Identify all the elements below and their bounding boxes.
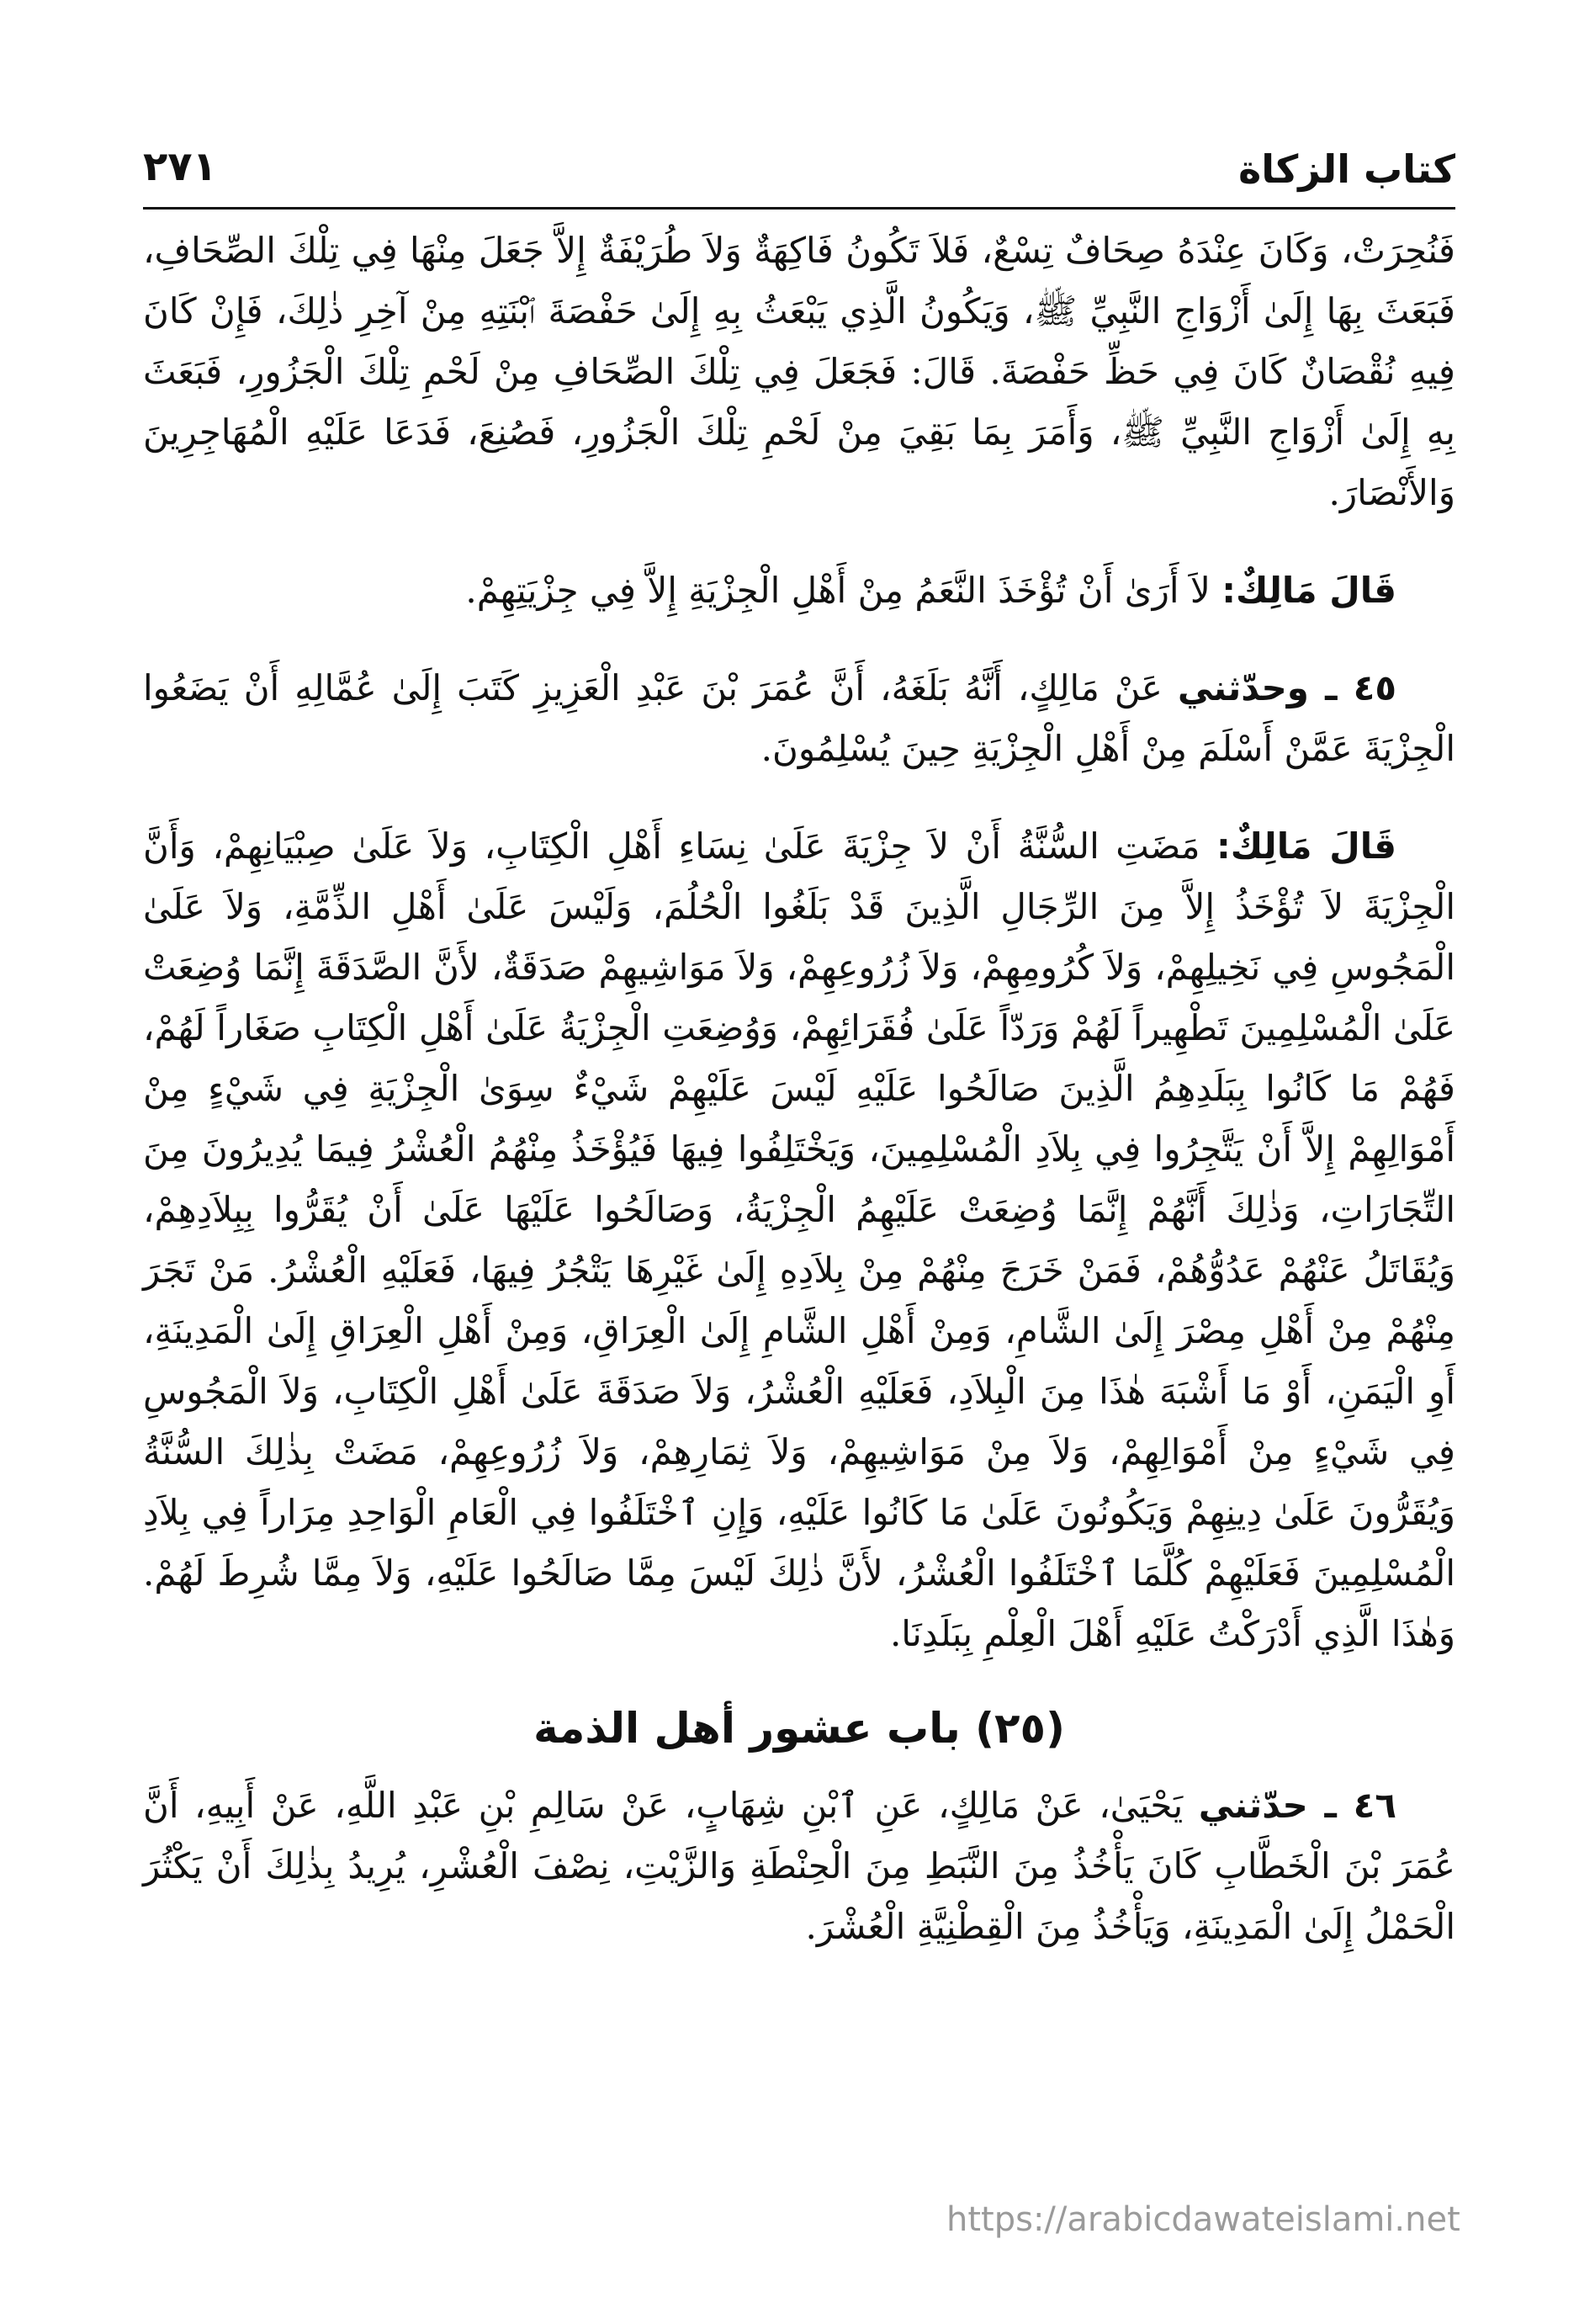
paragraph-4 (143, 816, 1455, 1664)
header-rule (143, 207, 1455, 210)
hadith-46-text: يَحْيَىٰ، عَنْ مَالِكٍ، عَنِ ٱبْنِ شِهَابٍ، عَنْ سَالِمِ بْنِ عَبْدِ اللَّهِ، عَنْ أَبِيهِ، أَنَّ عُمَرَ بْنَ الْخَطَّابِ كَانَ يَأْخُذُ مِنَ النَّبَطِ مِنَ الْحِنْطَةِ وَالزَّيْتِ، نِصْفَ الْعُشْرِ، يُرِيدُ بِذٰلِكَ أَنْ يَكْثُرَ الْحَمْلُ إِلَىٰ الْمَدِينَةِ، وَيَأْخُذُ مِنَ الْقِطْنِيَّةِ الْعُشْرَ. (143, 1785, 1455, 1947)
section-title: (٢٥) باب عشور أهل الذمة (533, 1704, 1065, 1753)
hadith-46 (143, 1775, 1455, 1957)
hadith-46-lead: ٤٦ ـ حدّثني (1198, 1785, 1396, 1826)
paragraph-2 (143, 560, 1455, 621)
paragraph-4-lead: قَالَ مَالِكٌ: (1216, 825, 1396, 867)
watermark-url: https://arabicdawateislami.net (946, 2200, 1460, 2239)
hadith-45 (143, 658, 1455, 779)
hadith-45-lead: ٤٥ ـ وحدّثني (1177, 667, 1396, 708)
running-title: كتاب الزكاة (1238, 146, 1455, 192)
page-number: ٢٧١ (143, 143, 217, 190)
paragraph-2-lead: قَالَ مَالِكٌ: (1221, 570, 1396, 611)
paragraph-2-text: لاَ أَرَىٰ أَنْ تُؤْخَذَ النَّعَمُ مِنْ أَهْلِ الْجِزْيَةِ إِلاَّ فِي جِزْيَتِهِمْ. (465, 570, 1222, 611)
paragraph-1: فَنُحِرَتْ، وَكَانَ عِنْدَهُ صِحَافٌ تِسْعٌ، فَلاَ تَكُونُ فَاكِهَةٌ وَلاَ طُرَيْفَةٌ إِلاَّ جَعَلَ مِنْهَا فِي تِلْكَ الصِّحَافِ، فَبَعَثَ بِهَا إِلَىٰ أَزْوَاجِ النَّبِيِّ ﷺ، وَيَكُونُ الَّذِي يَبْعَثُ بِهِ إِلَىٰ حَفْصَةَ ٱبْنَتِهِ مِنْ آخِرِ ذٰلِكَ، فَإِنْ كَانَ فِيهِ نُقْصَانٌ كَانَ فِي حَظِّ حَفْصَةَ. قَالَ: فَجَعَلَ فِي تِلْكَ الصِّحَافِ مِنْ لَحْمِ تِلْكَ الْجَزُورِ، فَبَعَثَ بِهِ إِلَىٰ أَزْوَاجِ النَّبِيِّ ﷺ، وَأَمَرَ بِمَا بَقِيَ مِنْ لَحْمِ تِلْكَ الْجَزُورِ، فَصُنِعَ، فَدَعَا عَلَيْهِ الْمُهَاجِرِينَ وَالأَنْصَارَ. (143, 230, 1455, 513)
page-header (143, 143, 1455, 202)
hadith-45-text: عَنْ مَالِكٍ، أَنَّهُ بَلَغَهُ، أَنَّ عُمَرَ بْنَ عَبْدِ الْعَزِيزِ كَتَبَ إِلَىٰ عُمَّالِهِ أَنْ يَضَعُوا الْجِزْيَةَ عَمَّنْ أَسْلَمَ مِنْ أَهْلِ الْجِزْيَةِ حِينَ يُسْلِمُونَ. (143, 667, 1455, 769)
paragraph-4-text: مَضَتِ السُّنَّةُ أَنْ لاَ جِزْيَةَ عَلَىٰ نِسَاءِ أَهْلِ الْكِتَابِ، وَلاَ عَلَىٰ صِبْيَانِهِمْ، وَأَنَّ الْجِزْيَةَ لاَ تُؤْخَذُ إِلاَّ مِنَ الرِّجَالِ الَّذِينَ قَدْ بَلَغُوا الْحُلُمَ، وَلَيْسَ عَلَىٰ أَهْلِ الذِّمَّةِ، وَلاَ عَلَىٰ الْمَجُوسِ فِي نَخِيلِهِمْ، وَلاَ كُرُومِهِمْ، وَلاَ زُرُوعِهِمْ، وَلاَ مَوَاشِيهِمْ صَدَقَةٌ، لأَنَّ الصَّدَقَةَ إِنَّمَا وُضِعَتْ عَلَىٰ الْمُسْلِمِينَ تَطْهِيراً لَهُمْ وَرَدّاً عَلَىٰ فُقَرَائِهِمْ، وَوُضِعَتِ الْجِزْيَةُ عَلَىٰ أَهْلِ الْكِتَابِ صَغَاراً لَهُمْ، فَهُمْ مَا كَانُوا بِبَلَدِهِمُ الَّذِينَ صَالَحُوا عَلَيْهِ لَيْسَ عَلَيْهِمْ شَيْءٌ سِوَىٰ الْجِزْيَةِ فِي شَيْءٍ مِنْ أَمْوَالِهِمْ إِلاَّ أَنْ يَتَّجِرُوا فِي بِلاَدِ الْمُسْلِمِينَ، وَيَخْتَلِفُوا فِيهَا فَيُؤْخَذُ مِنْهُمُ الْعُشْرُ فِيمَا يُدِيرُونَ مِنَ التِّجَارَاتِ، وَذٰلِكَ أَنَّهُمْ إِنَّمَا وُضِعَتْ عَلَيْهِمُ الْجِزْيَةُ، وَصَالَحُوا عَلَيْهَا عَلَىٰ أَنْ يُقَرُّوا بِبِلاَدِهِمْ، وَيُقَاتَلُ عَنْهُمْ عَدُوُّهُمْ، فَمَنْ خَرَجَ مِنْهُمْ مِنْ بِلاَدِهِ إِلَىٰ غَيْرِهَا يَتْجُرُ فِيهَا، فَعَلَيْهِ الْعُشْرُ. مَنْ تَجَرَ مِنْهُمْ مِنْ أَهْلِ مِصْرَ إِلَىٰ الشَّامِ، وَمِنْ أَهْلِ الشَّامِ إِلَىٰ الْعِرَاقِ، وَمِنْ أَهْلِ الْعِرَاقِ إِلَىٰ الْمَدِينَةِ، أَوِ الْيَمَنِ، أَوْ مَا أَشْبَهَ هٰذَا مِنَ الْبِلاَدِ، فَعَلَيْهِ الْعُشْرُ، وَلاَ صَدَقَةَ عَلَىٰ أَهْلِ الْكِتَابِ، وَلاَ الْمَجُوسِ فِي شَيْءٍ مِنْ أَمْوَالِهِمْ، وَلاَ مِنْ مَوَاشِيهِمْ، وَلاَ ثِمَارِهِمْ، وَلاَ زُرُوعِهِمْ، مَضَتْ بِذٰلِكَ السُّنَّةُ وَيُقَرُّونَ عَلَىٰ دِينِهِمْ وَيَكُونُونَ عَلَىٰ مَا كَانُوا عَلَيْهِ، وَإِنِ ٱخْتَلَفُوا فِي الْعَامِ الْوَاحِدِ مِرَاراً فِي بِلاَدِ الْمُسْلِمِينَ فَعَلَيْهِمْ كُلَّمَا ٱخْتَلَفُوا الْعُشْرُ، لأَنَّ ذٰلِكَ لَيْسَ مِمَّا صَالَحُوا عَلَيْهِ، وَلاَ مِمَّا شُرِطَ لَهُمْ. وَهٰذَا الَّذِي أَدْرَكْتُ عَلَيْهِ أَهْلَ الْعِلْمِ بِبَلَدِنَا. (143, 825, 1456, 1654)
main-text (143, 220, 1455, 1957)
